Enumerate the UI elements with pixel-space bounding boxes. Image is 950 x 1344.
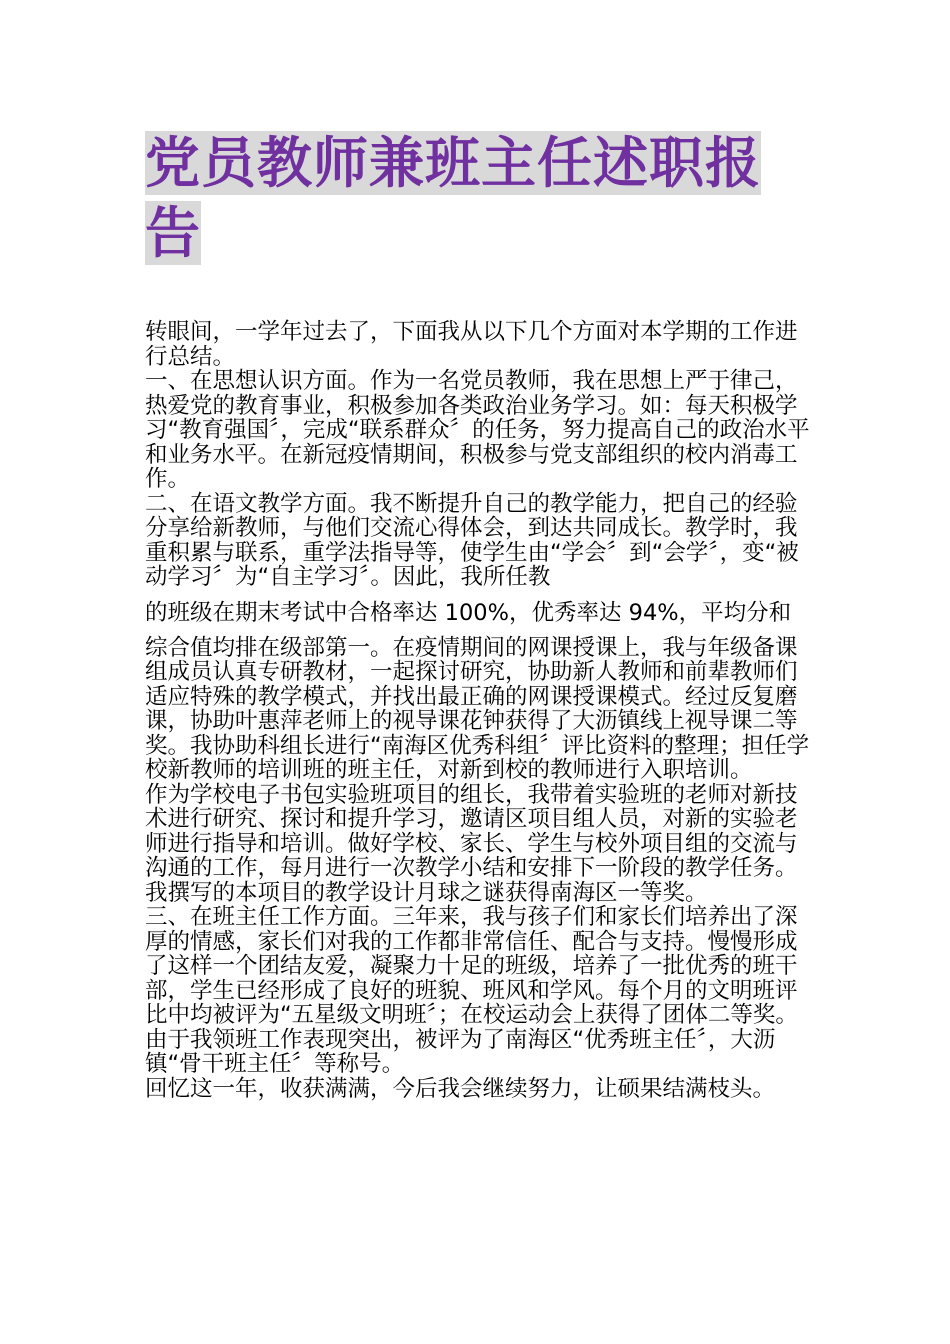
document-title bbox=[145, 128, 815, 268]
paragraph-teaching-continued: 综合值均排在级部第一。在疫情期间的网课授课上，我与年级备课组成员认真专研教材，一起探讨研究，协助新人教师和前辈教师们适应特殊的教学模式，并找出最正确的网课授课模式。经过反复磨课，协助叶惠萍老师上的视导课花钟获得了大沥镇线上视导课二等奖。我协助科组长进行“南海区优秀科组〞评比资料的整理；担任学校新教师的培训班的班主任，对新到校的教师进行入职培训。 bbox=[145, 634, 810, 783]
paragraph-conclusion: 回忆这一年，收获满满，今后我会继续努力，让硕果结满枝头。 bbox=[145, 1075, 776, 1102]
paragraph-teaching-scores: 的班级在期末考试中合格率达 100%，优秀率达 94%，平均分和 bbox=[145, 599, 792, 626]
paragraph-ideology: 一、在思想认识方面。作为一名党员教师，我在思想上严于律己，热爱党的教育事业，积极参加各类政治业务学习。如：每天积极学习“教育强国〞，完成“联系群众〞的任务，努力提高自己的政治水平和业务水平。在新冠疫情期间，积极参与党支部组织的校内消毒工作。 bbox=[145, 368, 810, 492]
paragraph-project: 作为学校电子书包实验班项目的组长，我带着实验班的老师对新技术进行研究、探讨和提升学习，邀请区项目组人员，对新的实验老师进行指导和培训。做好学校、家长、学生与校外项目组的交流与沟通的工作，每月进行一次教学小结和安排下一阶段的教学任务。我撰写的本项目的教学设计月球之谜获得南海区一等奖。 bbox=[145, 781, 798, 906]
document-body bbox=[145, 320, 817, 1101]
document-title-text: 党员教师兼班主任述职报告 bbox=[145, 131, 762, 265]
paragraph-intro: 转眼间，一学年过去了，下面我从以下几个方面对本学期的工作进行总结。 bbox=[145, 319, 798, 370]
paragraph-class-teacher: 三、在班主任工作方面。三年来，我与孩子们和家长们培养出了深厚的情感，家长们对我的工作都非常信任、配合与支持。慢慢形成了这样一个团结友爱，凝聚力十足的班级，培养了一批优秀的班干部，学生已经形成了良好的班貌、班风和学风。每个月的文明班评比中均被评为“五星级文明班〞；在校运动会上获得了团体二等奖。由于我领班工作表现突出，被评为了南海区“优秀班主任〞，大沥镇“骨干班主任〞等称号。 bbox=[145, 904, 798, 1077]
paragraph-teaching: 二、在语文教学方面。我不断提升自己的教学能力，把自己的经验分享给新教师，与他们交流心得体会，到达共同成长。教学时，我重积累与联系，重学法指导等，使学生由“学会〞到“会学〞，变“被动学习〞为“自主学习〞。因此，我所任教 bbox=[145, 490, 799, 590]
